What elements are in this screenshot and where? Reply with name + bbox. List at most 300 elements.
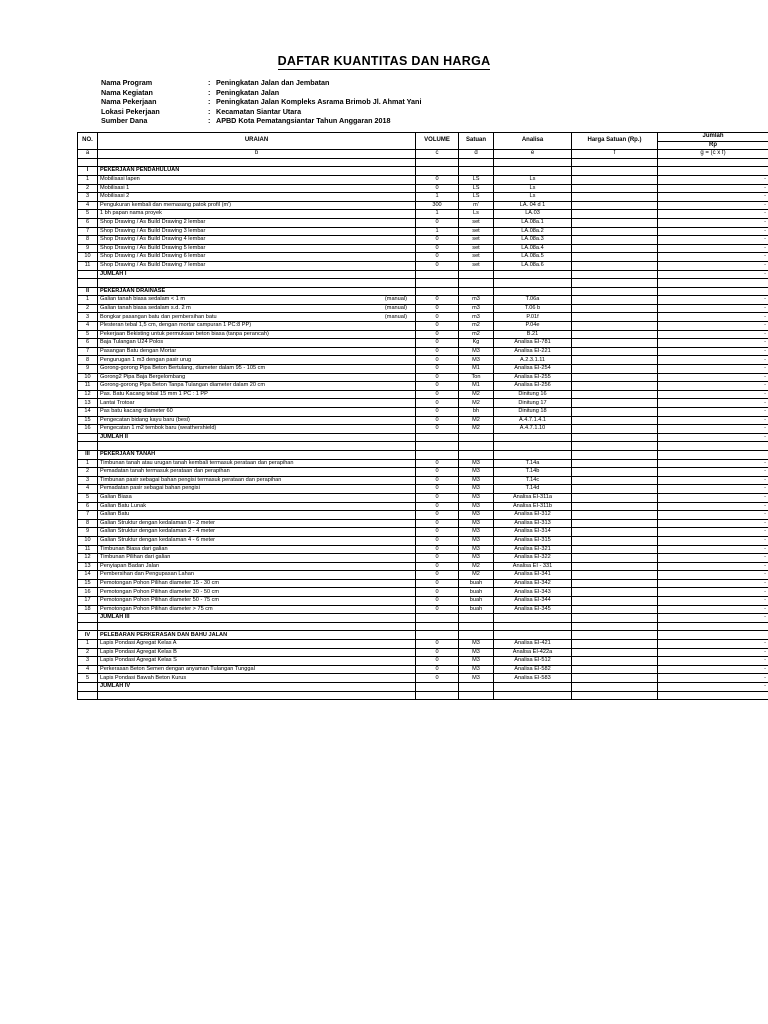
item-description-text: Pemadatan tanah termasuk perataan dan perapihan bbox=[100, 468, 230, 475]
table-row bbox=[78, 502, 768, 511]
item-unit: M3 bbox=[459, 674, 494, 683]
item-no: 9 bbox=[78, 365, 98, 374]
info-label: Nama Pekerjaan bbox=[101, 97, 157, 107]
item-analysis: Analisa EI-255 bbox=[494, 373, 572, 382]
empty-cell bbox=[572, 691, 658, 700]
item-amount: - bbox=[658, 175, 768, 184]
item-description bbox=[98, 399, 416, 408]
item-amount: - bbox=[658, 665, 768, 674]
item-volume: 0 bbox=[416, 356, 459, 365]
item-unit: M3 bbox=[459, 545, 494, 554]
empty-cell bbox=[416, 270, 459, 279]
info-row bbox=[101, 116, 421, 126]
item-unit: set bbox=[459, 261, 494, 270]
item-amount: - bbox=[658, 347, 768, 356]
empty-cell bbox=[572, 433, 658, 442]
item-analysis: Analisa EI-313 bbox=[494, 519, 572, 528]
section-code: IV bbox=[78, 631, 98, 640]
item-amount: - bbox=[658, 365, 768, 374]
item-description bbox=[98, 459, 416, 468]
empty-cell bbox=[416, 622, 459, 631]
item-analysis: LA.03 bbox=[494, 210, 572, 219]
item-unit-price bbox=[572, 296, 658, 305]
item-description-text: Penyiapan Badan Jalan bbox=[100, 562, 160, 569]
section-total-value: - bbox=[658, 270, 768, 279]
table-row bbox=[78, 296, 768, 305]
item-description bbox=[98, 390, 416, 399]
item-no: 3 bbox=[78, 313, 98, 322]
item-no: 2 bbox=[78, 468, 98, 477]
item-description-text: Baja Tulangan U24 Polos bbox=[100, 339, 164, 346]
item-amount: - bbox=[658, 536, 768, 545]
empty-cell bbox=[658, 450, 768, 459]
table-row bbox=[78, 674, 768, 683]
spacer-row bbox=[78, 622, 768, 631]
item-analysis: Analisa EI-345 bbox=[494, 605, 572, 614]
item-description bbox=[98, 210, 416, 219]
table-row bbox=[78, 511, 768, 520]
info-separator: : bbox=[208, 106, 211, 116]
item-unit: m3 bbox=[459, 304, 494, 313]
item-description-text: Plesteran tebal 1,5 cm, dengan mortar campuran 1 PC:8 PP) bbox=[100, 322, 252, 329]
item-volume: 0 bbox=[416, 511, 459, 520]
item-amount: - bbox=[658, 382, 768, 391]
table-row bbox=[78, 571, 768, 580]
item-no: 16 bbox=[78, 588, 98, 597]
item-no: 9 bbox=[78, 244, 98, 253]
item-unit: buah bbox=[459, 605, 494, 614]
item-no: 10 bbox=[78, 373, 98, 382]
item-description-text: Shop Drawing / As Build Drawing 7 lembar bbox=[100, 262, 206, 268]
table-row bbox=[78, 485, 768, 494]
item-amount: - bbox=[658, 184, 768, 193]
empty-cell bbox=[494, 683, 572, 692]
empty-cell bbox=[416, 442, 459, 451]
item-no: 2 bbox=[78, 304, 98, 313]
item-no: 11 bbox=[78, 261, 98, 270]
empty-cell bbox=[494, 158, 572, 167]
item-description-text: Bongkar pasangan batu dan pembersihan batu bbox=[100, 313, 217, 320]
item-no: 12 bbox=[78, 554, 98, 563]
item-analysis: A.4.7.1.10 bbox=[494, 425, 572, 434]
item-description-text: Mobilisasi 1 bbox=[100, 184, 130, 191]
key-g: g = (c x f) bbox=[658, 150, 768, 159]
info-label: Sumber Dana bbox=[101, 116, 148, 126]
table-row bbox=[78, 519, 768, 528]
item-amount: - bbox=[658, 554, 768, 563]
item-amount: - bbox=[658, 588, 768, 597]
item-volume: 0 bbox=[416, 493, 459, 502]
empty-cell bbox=[572, 442, 658, 451]
empty-cell bbox=[572, 287, 658, 296]
item-no: 8 bbox=[78, 519, 98, 528]
empty-cell bbox=[494, 287, 572, 296]
header-analisa: Analisa bbox=[494, 133, 572, 150]
key-b: b bbox=[98, 150, 416, 159]
empty-cell bbox=[459, 279, 494, 288]
empty-cell bbox=[78, 270, 98, 279]
empty-cell bbox=[98, 622, 416, 631]
item-volume: 1 bbox=[416, 193, 459, 202]
item-no: 4 bbox=[78, 485, 98, 494]
section-total-label: JUMLAH II bbox=[98, 433, 416, 442]
item-unit: M1 bbox=[459, 382, 494, 391]
item-description-text: Timbunan Biasa dari galian bbox=[100, 545, 168, 552]
empty-cell bbox=[658, 442, 768, 451]
item-description bbox=[98, 657, 416, 666]
boq-table bbox=[77, 132, 768, 700]
item-description bbox=[98, 562, 416, 571]
item-analysis: LA.08a.6 bbox=[494, 261, 572, 270]
item-unit: set bbox=[459, 244, 494, 253]
info-label: Lokasi Pekerjaan bbox=[101, 106, 160, 116]
item-analysis: Analisa EI-254 bbox=[494, 365, 572, 374]
item-analysis: Dinitung 17 bbox=[494, 399, 572, 408]
table-row bbox=[78, 640, 768, 649]
item-analysis: Analisa EI-315 bbox=[494, 536, 572, 545]
item-amount: - bbox=[658, 296, 768, 305]
item-volume: 300 bbox=[416, 201, 459, 210]
empty-cell bbox=[572, 683, 658, 692]
item-description bbox=[98, 382, 416, 391]
item-description-text: Pas. Batu Kacang tebal 15 mm 1 PC : 1 PP bbox=[100, 390, 208, 397]
section-name: PELEBARAN PERKERASAN DAN BAHU JALAN bbox=[98, 631, 416, 640]
empty-cell bbox=[494, 622, 572, 631]
item-analysis: A.4.7.1.4.1 bbox=[494, 416, 572, 425]
item-volume: 0 bbox=[416, 605, 459, 614]
table-row bbox=[78, 365, 768, 374]
item-description-text: Galian tanah biasa sedalam < 1 m bbox=[100, 296, 186, 303]
info-value: Peningkatan Jalan dan Jembatan bbox=[216, 78, 330, 87]
header-jumlah: Jumlah bbox=[658, 133, 768, 142]
item-analysis: T.06a bbox=[494, 296, 572, 305]
item-unit: M2 bbox=[459, 399, 494, 408]
table-row bbox=[78, 536, 768, 545]
item-unit-price bbox=[572, 459, 658, 468]
item-volume: 0 bbox=[416, 390, 459, 399]
item-volume: 0 bbox=[416, 261, 459, 270]
item-amount: - bbox=[658, 304, 768, 313]
item-unit-price bbox=[572, 390, 658, 399]
item-description-text: 1 bh papan nama proyek bbox=[100, 210, 162, 217]
item-unit-price bbox=[572, 408, 658, 417]
item-unit: Ton bbox=[459, 373, 494, 382]
item-description-text: Gorong-gorong Pipa Beton Bertulang, diameter dalam 95 - 105 cm bbox=[100, 365, 266, 372]
table-row bbox=[78, 657, 768, 666]
item-amount: - bbox=[658, 468, 768, 477]
table-row bbox=[78, 416, 768, 425]
section-code: III bbox=[78, 450, 98, 459]
item-description bbox=[98, 528, 416, 537]
item-unit: m2 bbox=[459, 330, 494, 339]
item-description bbox=[98, 493, 416, 502]
table-row bbox=[78, 493, 768, 502]
item-amount: - bbox=[658, 399, 768, 408]
item-analysis: B.21 bbox=[494, 330, 572, 339]
item-unit: LS bbox=[459, 175, 494, 184]
item-description-text: Pasangan Batu dengan Mortar bbox=[100, 347, 177, 354]
table-row bbox=[78, 193, 768, 202]
item-description-text: Pemotongan Pohon Pilihan diameter 30 - 50 cm bbox=[100, 588, 220, 595]
key-f: f bbox=[572, 150, 658, 159]
item-analysis: T.14b bbox=[494, 468, 572, 477]
item-analysis: Analisa EI-221 bbox=[494, 347, 572, 356]
item-no: 3 bbox=[78, 193, 98, 202]
item-unit: M3 bbox=[459, 665, 494, 674]
item-description bbox=[98, 356, 416, 365]
table-row bbox=[78, 468, 768, 477]
empty-cell bbox=[459, 287, 494, 296]
item-unit-price bbox=[572, 399, 658, 408]
item-analysis: Analisa EI-321 bbox=[494, 545, 572, 554]
table-row bbox=[78, 459, 768, 468]
section-total-label: JUMLAH IV bbox=[98, 683, 416, 692]
item-unit: M3 bbox=[459, 554, 494, 563]
item-amount: - bbox=[658, 459, 768, 468]
item-no: 5 bbox=[78, 674, 98, 683]
item-unit: M3 bbox=[459, 493, 494, 502]
item-unit-price bbox=[572, 519, 658, 528]
item-volume: 0 bbox=[416, 408, 459, 417]
item-amount: - bbox=[658, 562, 768, 571]
item-unit-price bbox=[572, 674, 658, 683]
section-total-value: - bbox=[658, 433, 768, 442]
empty-cell bbox=[494, 433, 572, 442]
item-description bbox=[98, 425, 416, 434]
item-volume: 0 bbox=[416, 253, 459, 262]
item-volume: 0 bbox=[416, 382, 459, 391]
item-unit: M1 bbox=[459, 365, 494, 374]
item-unit: LS bbox=[459, 193, 494, 202]
item-unit: M3 bbox=[459, 347, 494, 356]
empty-cell bbox=[494, 442, 572, 451]
item-description-text: Gorong-gorong Pipa Beton Tanpa Tulangan diameter dalam 20 cm bbox=[100, 382, 266, 389]
item-analysis: P.01f bbox=[494, 313, 572, 322]
section-total-label: JUMLAH III bbox=[98, 614, 416, 623]
empty-cell bbox=[494, 631, 572, 640]
item-analysis: Ls bbox=[494, 193, 572, 202]
header-satuan: Satuan bbox=[459, 133, 494, 150]
item-unit-price bbox=[572, 347, 658, 356]
item-analysis: Analisa EI-311b bbox=[494, 502, 572, 511]
table-row bbox=[78, 244, 768, 253]
item-no: 14 bbox=[78, 408, 98, 417]
item-description-text: Pekerjaan Bekisting untuk permukaan beton biasa (tanpa perancah) bbox=[100, 330, 269, 337]
item-no: 13 bbox=[78, 399, 98, 408]
item-description bbox=[98, 313, 416, 322]
item-unit-price bbox=[572, 536, 658, 545]
item-note: (manual) bbox=[384, 296, 407, 303]
item-volume: 0 bbox=[416, 554, 459, 563]
table-row bbox=[78, 313, 768, 322]
item-description bbox=[98, 476, 416, 485]
empty-cell bbox=[572, 167, 658, 176]
table-row bbox=[78, 356, 768, 365]
section-total-label: JUMLAH I bbox=[98, 270, 416, 279]
empty-cell bbox=[459, 683, 494, 692]
item-analysis: LA. 04 d 1 bbox=[494, 201, 572, 210]
item-volume: 0 bbox=[416, 459, 459, 468]
empty-cell bbox=[459, 167, 494, 176]
item-volume: 0 bbox=[416, 244, 459, 253]
info-row bbox=[101, 88, 421, 98]
empty-cell bbox=[459, 631, 494, 640]
item-description bbox=[98, 322, 416, 331]
item-unit-price bbox=[572, 562, 658, 571]
item-amount: - bbox=[658, 493, 768, 502]
item-unit-price bbox=[572, 244, 658, 253]
item-description-text: Pengecatan bidang kayu baru (besi) bbox=[100, 416, 190, 423]
item-unit: M3 bbox=[459, 648, 494, 657]
table-header-row bbox=[78, 133, 768, 142]
empty-cell bbox=[572, 450, 658, 459]
item-volume: 0 bbox=[416, 648, 459, 657]
empty-cell bbox=[98, 158, 416, 167]
item-amount: - bbox=[658, 339, 768, 348]
item-unit: set bbox=[459, 253, 494, 262]
item-analysis: Analisa EI - 331 bbox=[494, 562, 572, 571]
item-amount: - bbox=[658, 674, 768, 683]
item-volume: 0 bbox=[416, 588, 459, 597]
section-total-value: - bbox=[658, 614, 768, 623]
item-volume: 0 bbox=[416, 519, 459, 528]
item-unit: m' bbox=[459, 201, 494, 210]
item-unit: bh bbox=[459, 408, 494, 417]
item-no: 6 bbox=[78, 339, 98, 348]
info-separator: : bbox=[208, 87, 211, 97]
empty-cell bbox=[494, 270, 572, 279]
item-description bbox=[98, 193, 416, 202]
item-description-text: Lantai Trotoar bbox=[100, 399, 135, 406]
table-row bbox=[78, 665, 768, 674]
item-unit: M3 bbox=[459, 468, 494, 477]
item-description-text: Galian Biasa bbox=[100, 494, 132, 501]
item-description-text: Lapis Pondasi Agregat Kelas A bbox=[100, 640, 177, 647]
item-volume: 0 bbox=[416, 218, 459, 227]
item-no: 1 bbox=[78, 175, 98, 184]
empty-cell bbox=[416, 433, 459, 442]
item-no: 3 bbox=[78, 657, 98, 666]
item-unit-price bbox=[572, 382, 658, 391]
item-analysis: Analisa EI-422a bbox=[494, 648, 572, 657]
item-unit: M2 bbox=[459, 571, 494, 580]
empty-cell bbox=[494, 167, 572, 176]
item-unit: m3 bbox=[459, 313, 494, 322]
item-volume: 0 bbox=[416, 339, 459, 348]
item-unit-price bbox=[572, 210, 658, 219]
item-unit: M3 bbox=[459, 502, 494, 511]
item-description bbox=[98, 339, 416, 348]
item-volume: 0 bbox=[416, 296, 459, 305]
info-value: Kecamatan Siantar Utara bbox=[216, 106, 302, 116]
item-no: 1 bbox=[78, 640, 98, 649]
item-volume: 0 bbox=[416, 236, 459, 245]
table-row bbox=[78, 339, 768, 348]
item-description-text: Shop Drawing / As Build Drawing 2 lembar bbox=[100, 219, 206, 226]
item-analysis: A.2.3.1.11 bbox=[494, 356, 572, 365]
spacer-row bbox=[78, 279, 768, 288]
empty-cell bbox=[78, 433, 98, 442]
info-row bbox=[101, 97, 421, 107]
spacer-row bbox=[78, 691, 768, 700]
item-unit: M3 bbox=[459, 511, 494, 520]
item-amount: - bbox=[658, 261, 768, 270]
item-description-text: Shop Drawing / As Build Drawing 3 lembar bbox=[100, 227, 206, 234]
item-description-text: Shop Drawing / As Build Drawing 6 lembar bbox=[100, 253, 206, 260]
item-amount: - bbox=[658, 330, 768, 339]
item-description-text: Mobilisasi 2 bbox=[100, 193, 130, 200]
spacer-row bbox=[78, 442, 768, 451]
empty-cell bbox=[572, 270, 658, 279]
item-description bbox=[98, 554, 416, 563]
empty-cell bbox=[658, 167, 768, 176]
table-row bbox=[78, 588, 768, 597]
item-description-text: Pengurugan 1 m3 dengan pasir urug bbox=[100, 356, 192, 363]
item-volume: 0 bbox=[416, 373, 459, 382]
empty-cell bbox=[78, 683, 98, 692]
item-unit: buah bbox=[459, 597, 494, 606]
item-no: 16 bbox=[78, 425, 98, 434]
item-description-text: Lapis Pondasi Agregat Kelas S bbox=[100, 657, 177, 664]
item-description-text: Lapis Pondasi Bawah Beton Kurus bbox=[100, 674, 187, 681]
item-analysis: Analisa EI-311a bbox=[494, 493, 572, 502]
item-unit-price bbox=[572, 468, 658, 477]
item-amount: - bbox=[658, 425, 768, 434]
item-description bbox=[98, 261, 416, 270]
empty-cell bbox=[416, 450, 459, 459]
item-description-text: Pemotongan Pohon Pilihan diameter 50 - 75 cm bbox=[100, 597, 220, 604]
table-row bbox=[78, 382, 768, 391]
table-row bbox=[78, 236, 768, 245]
item-description bbox=[98, 175, 416, 184]
section-name: PEKERJAAN TANAH bbox=[98, 450, 416, 459]
item-unit: set bbox=[459, 218, 494, 227]
item-volume: 0 bbox=[416, 365, 459, 374]
item-description bbox=[98, 502, 416, 511]
item-volume: 0 bbox=[416, 665, 459, 674]
section-total-row bbox=[78, 683, 768, 692]
empty-cell bbox=[78, 442, 98, 451]
header-volume: VOLUME bbox=[416, 133, 459, 150]
item-unit-price bbox=[572, 425, 658, 434]
empty-cell bbox=[658, 631, 768, 640]
item-description bbox=[98, 665, 416, 674]
item-volume: 0 bbox=[416, 571, 459, 580]
info-row bbox=[101, 78, 421, 88]
info-value: Peningkatan Jalan bbox=[216, 87, 280, 97]
item-analysis: LA.08a.4 bbox=[494, 244, 572, 253]
item-amount: - bbox=[658, 313, 768, 322]
item-analysis: LA.08a.2 bbox=[494, 227, 572, 236]
item-volume: 0 bbox=[416, 399, 459, 408]
table-row bbox=[78, 408, 768, 417]
table-row bbox=[78, 425, 768, 434]
item-unit: M2 bbox=[459, 425, 494, 434]
item-description-text: Pengukuran kembali dan memasang patok profil (m') bbox=[100, 201, 232, 208]
item-analysis: T.14c bbox=[494, 476, 572, 485]
item-unit-price bbox=[572, 545, 658, 554]
empty-cell bbox=[98, 691, 416, 700]
item-unit: M3 bbox=[459, 519, 494, 528]
item-description-text: Galian Batu Lunak bbox=[100, 502, 147, 509]
item-description bbox=[98, 571, 416, 580]
item-unit-price bbox=[572, 571, 658, 580]
item-unit: M2 bbox=[459, 416, 494, 425]
empty-cell bbox=[572, 622, 658, 631]
table-row bbox=[78, 528, 768, 537]
item-description bbox=[98, 304, 416, 313]
empty-cell bbox=[98, 279, 416, 288]
